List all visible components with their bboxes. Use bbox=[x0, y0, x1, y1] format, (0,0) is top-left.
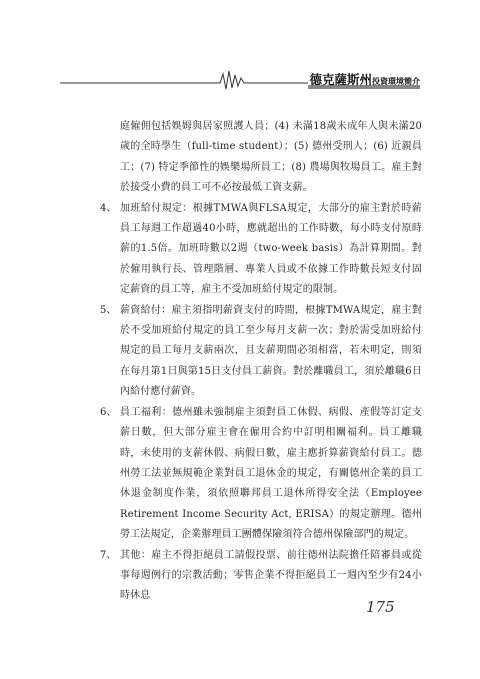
list-item-text: 員工福利：德州雖未強制雇主須對員工休假、病假、產假等訂定支薪日數，但大部分雇主會在僱用合約中訂明相關福利。員工離職時，未使用的支薪休假、病假日數，雇主應折算薪資給付員工。德州勞工法並無規範企業對員工退休金的規定，有關德州企業的員工休退金制度作業，須依照聯邦員工退休所得安全法（Employee Retirement Income Security Act, ERISA）的規定辦理。德州勞工法規定，企業辦理員工團體保險須符合德州保險部門的規定。 bbox=[120, 406, 422, 541]
list-item-number: 6、 bbox=[100, 406, 117, 418]
running-header bbox=[60, 66, 420, 94]
list-item bbox=[90, 403, 422, 546]
list-item-number: 5、 bbox=[100, 304, 117, 316]
list-item-number: 4、 bbox=[100, 202, 117, 214]
list-item-number: 7、 bbox=[100, 549, 117, 561]
body-text bbox=[90, 117, 422, 607]
list-item-text: 其他：雇主不得拒絕員工請假投票、前往德州法院擔任陪審員或從事每週例行的宗教活動；零售企業不得拒絕員工一週內至少有24小時休息 bbox=[120, 549, 422, 602]
continuation-paragraph: 庭僱佣包括娛姆與居家照護人員；(4) 未滿18歲未成年人與未滿20歲的全時學生（full-time student）；(5) 德州受刑人；(6) 近親員工；(7) 特定季節性的娛樂場所員工；(8) 農場與牧場員工。雇主對於接受小費的員工可不必按最低工資支薪。 bbox=[120, 121, 422, 194]
list-item bbox=[90, 301, 422, 403]
list-item bbox=[90, 199, 422, 301]
page-number: 175 bbox=[366, 598, 395, 616]
header-title-main: 德克薩斯州 bbox=[309, 72, 372, 87]
header-subtitle: 投資環境簡介 bbox=[372, 77, 420, 86]
list-item-text: 加班給付規定：根據TMWA與FLSA規定，大部分的雇主對於時薪員工每週工作超過40小時，應就超出的工作時數，每小時支付原時薪的1.5倍。加班時數以2週（two-week basis）為計算期間。對於僱用執行長、管理階層、專業人員或不依據工作時數長短支付固定薪資的員工等，雇主不受加班給付規定的限制。 bbox=[120, 202, 422, 296]
list-item-text: 薪資給付：雇主須指明薪資支付的時間，根據TMWA規定，雇主對於不受加班給付規定的員工至少每月支薪一次；對於需受加班給付規定的員工每月支薪兩次，且支薪期間必須相當，若未明定，則須在每月第1日與第15日支付員工薪資。對於離職員工，須於離職6日內給付應付薪資。 bbox=[120, 304, 422, 398]
header-title bbox=[309, 70, 420, 88]
